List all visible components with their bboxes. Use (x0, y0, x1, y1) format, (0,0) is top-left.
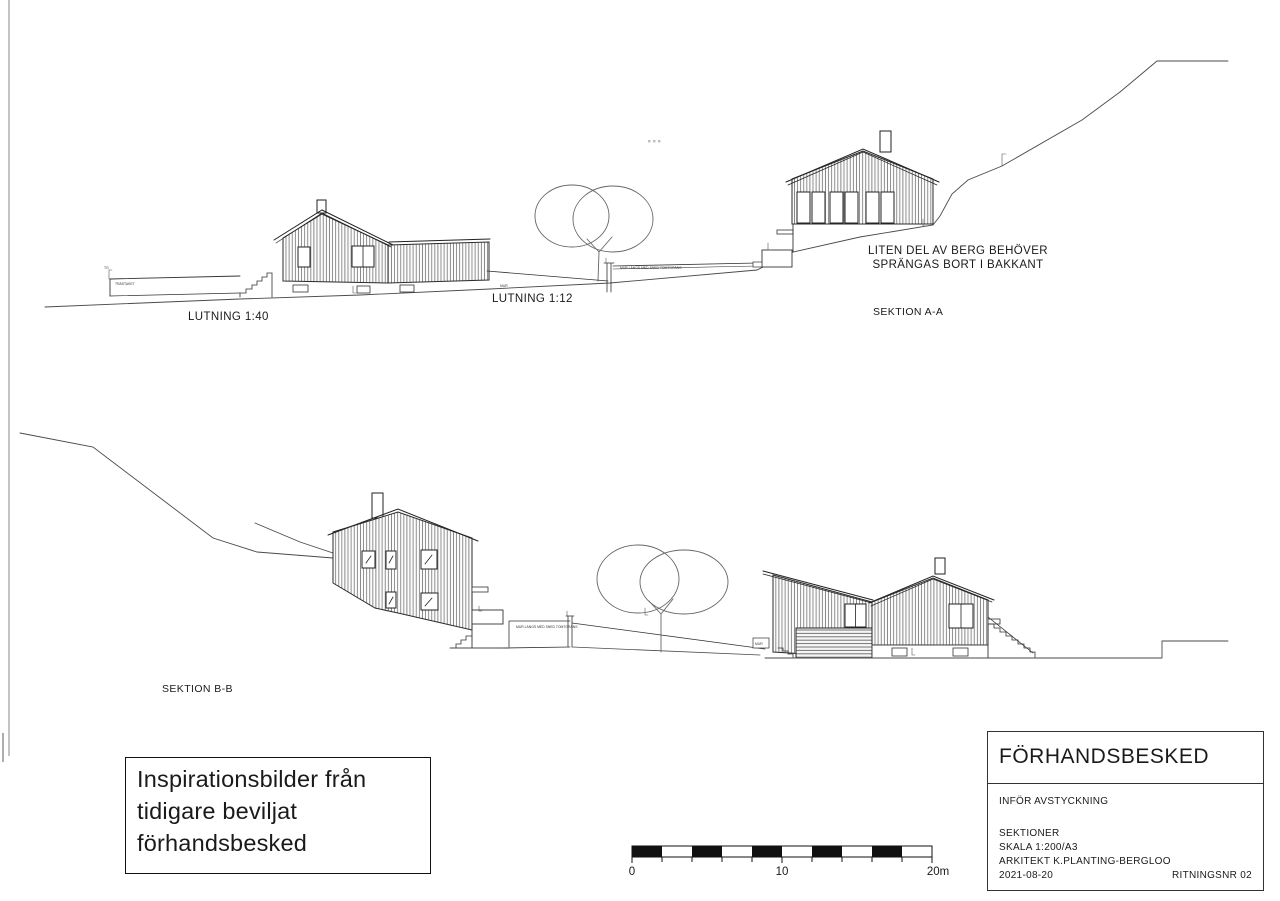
retaining-walls-a (487, 230, 793, 292)
level-marker (109, 270, 112, 279)
section-b (20, 433, 1228, 695)
mur-long-label: MUR LÄNGS MED SNED TOMTGRÄNS (516, 625, 578, 629)
document-subtitle: INFÖR AVSTYCKNING (999, 796, 1109, 807)
ledge (777, 230, 793, 234)
level-marker (567, 611, 570, 616)
stairs (456, 636, 472, 648)
section-b-label: SEKTION B-B (162, 683, 233, 695)
mur-label: MUR (755, 642, 763, 646)
foundation-vent (357, 286, 370, 293)
garage-door (796, 628, 872, 658)
faint-dots (648, 140, 660, 142)
house-3 (328, 493, 488, 630)
tg-label: TG (104, 266, 109, 270)
wall-block (753, 262, 762, 267)
house-4 (763, 558, 1035, 658)
fence-trastaket (104, 266, 240, 296)
slope-label-2: LUTNING 1:12 (492, 293, 573, 305)
wall-posts (604, 263, 614, 292)
scale-label-10: 10 (775, 866, 789, 878)
window (298, 247, 310, 267)
level-marker (353, 286, 356, 293)
terrain-line-a (45, 61, 1228, 307)
scale-bar-ticks (632, 857, 932, 863)
drawing-number: RITNINGSNR 02 (1171, 870, 1252, 881)
title-block (987, 731, 1264, 891)
section-a-label: SEKTION A-A (873, 306, 944, 318)
house-wall-gable (333, 512, 472, 630)
house-2 (786, 131, 939, 252)
document-title: FÖRHANDSBESKED (999, 745, 1210, 768)
stairs (988, 624, 1035, 658)
foundation-vent (293, 285, 308, 292)
note-box (125, 757, 431, 874)
drawing-date: 2021-08-20 (999, 870, 1054, 881)
level-marker (768, 243, 771, 250)
foundation (872, 645, 988, 658)
level-marker (645, 608, 648, 615)
mur-long-label: MUR LÄNGS MED SNED TOMTGRÄNS (620, 266, 682, 270)
roof-line (389, 239, 490, 242)
fence-label: TRÄSTAKET (115, 282, 135, 286)
tree (597, 545, 728, 652)
foundation-vent (400, 285, 414, 292)
house-wall-extension (388, 242, 489, 283)
title-block-header (988, 732, 1263, 784)
stairs (240, 273, 272, 297)
section-a (45, 61, 1228, 323)
mur-label: MUR (500, 284, 508, 288)
level-marker (606, 258, 609, 263)
rock-annotation-line1: LITEN DEL AV BERG BEHÖVER (868, 245, 1048, 257)
architect-name: ARKITEKT K.PLANTING-BERGLOO (999, 856, 1171, 867)
terrain-line-b2 (255, 523, 333, 553)
slope-label-1: LUTNING 1:40 (188, 311, 269, 323)
chimney (880, 131, 891, 152)
chimney (935, 558, 945, 574)
drawing-scale: SKALA 1:200/A3 (999, 842, 1078, 853)
title-block-bottom-row (999, 870, 1252, 881)
scale-bar (629, 846, 949, 878)
scale-label-20m: 20m (926, 866, 950, 878)
house-1 (274, 200, 490, 293)
foundation-vent (892, 648, 907, 656)
glass-doors (797, 192, 894, 223)
note-line-3: förhandsbesked (137, 829, 308, 856)
terrace-wall (762, 250, 792, 267)
drawing-type: SEKTIONER (999, 828, 1060, 839)
wall-line (487, 271, 608, 281)
chimney (372, 493, 383, 518)
note-line-1: Inspirationsbilder från (137, 766, 367, 792)
wall-line (572, 623, 765, 649)
terrain-line-b (20, 433, 333, 558)
ground-line (572, 647, 760, 655)
note-line-2: tidigare beviljat (137, 797, 298, 824)
scale-label-0: 0 (628, 866, 636, 878)
retaining-walls-b (503, 611, 769, 655)
foundation-vent (953, 648, 968, 656)
rock-annotation-line2: SPRÄNGAS BORT I BAKKANT (872, 259, 1044, 271)
ledge (472, 587, 488, 592)
wall-block (472, 610, 503, 624)
